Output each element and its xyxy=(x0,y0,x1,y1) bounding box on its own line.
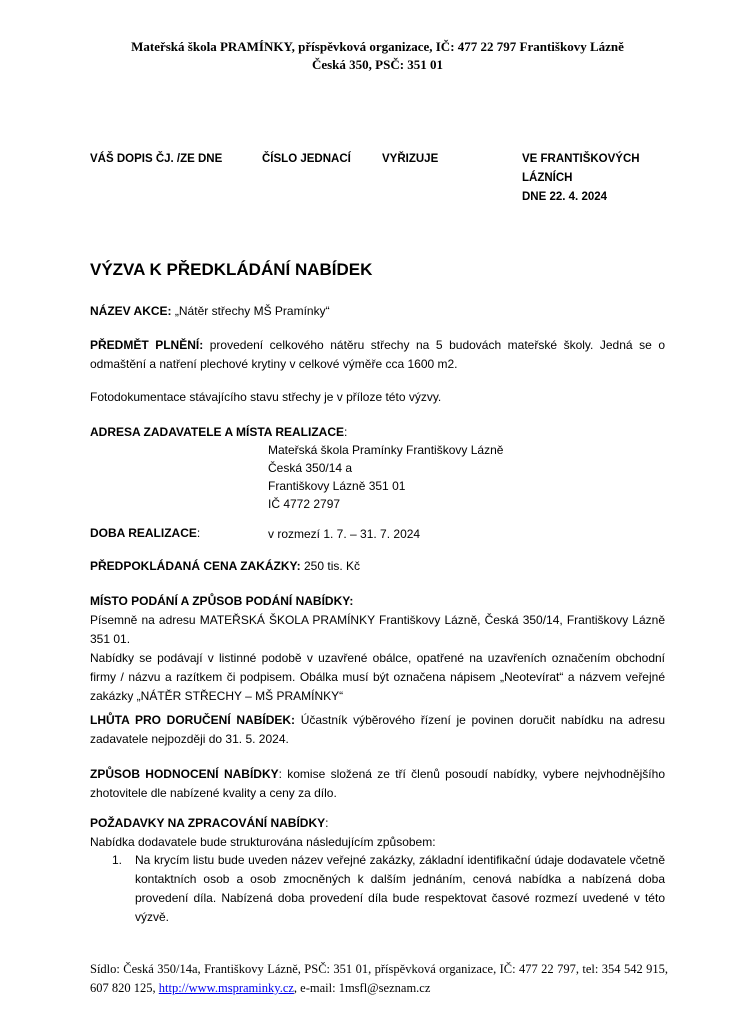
doba-label: DOBA REALIZACE xyxy=(90,526,197,540)
adresa-line: IČ 4772 2797 xyxy=(268,497,341,511)
nazev-akce-label: NÁZEV AKCE: xyxy=(90,304,172,318)
pozadavky-intro: Nabídka dodavatele bude strukturována následujícím způsobem: xyxy=(90,835,436,849)
predmet-label: PŘEDMĚT PLNĚNÍ: xyxy=(90,338,204,352)
misto-podani xyxy=(90,592,665,706)
nazev-akce xyxy=(90,302,665,321)
doba-colon: : xyxy=(196,526,201,540)
footer xyxy=(90,960,668,998)
nazev-akce-value: „Nátěr střechy MŠ Pramínky“ xyxy=(171,304,330,318)
ref-cislo-jednaci: ČÍSLO JEDNACÍ xyxy=(262,153,351,165)
predmet-value: provedení celkového nátěru střechy na 5 budovách mateřské školy. Jedná se o odmaštění a natření plechové krytiny v celkové výměře cca 1600 m2. xyxy=(90,338,665,371)
ref-place-line-1: VE FRANTIŠKOVÝCH xyxy=(522,153,640,165)
lhuta-label: LHŮTA PRO DORUČENÍ NABÍDEK: xyxy=(90,713,296,727)
zpusob-hodnoceni xyxy=(90,765,665,803)
website-link[interactable]: http://www.mspraminky.cz xyxy=(158,981,294,995)
adresa-lines xyxy=(268,441,503,513)
adresa-colon: : xyxy=(344,425,348,439)
predpokladana-cena xyxy=(90,557,665,576)
letterhead-line-1: Mateřská škola PRAMÍNKY, příspěvková organizace, IČ: 477 22 797 Františkovy Lázně xyxy=(131,39,624,54)
adresa-line: Františkovy Lázně 351 01 xyxy=(268,479,406,493)
page-title: VÝZVA K PŘEDKLÁDÁNÍ NABÍDEK xyxy=(90,260,373,279)
adresa-heading xyxy=(90,423,665,442)
misto-label: MÍSTO PODÁNÍ A ZPŮSOB PODÁNÍ NABÍDKY: xyxy=(90,594,354,608)
ref-date: DNE 22. 4. 2024 xyxy=(522,191,608,203)
cena-value: 250 tis. Kč xyxy=(300,559,361,573)
adresa-label: ADRESA ZADAVATELE A MÍSTA REALIZACE xyxy=(90,425,344,439)
misto-paragraph-1: Písemně na adresu MATEŘSKÁ ŠKOLA PRAMÍNKY Františkovy Lázně, Česká 350/14, Františkovy Lázně 351 01. xyxy=(90,613,665,646)
footer-email: , e-mail: 1msfl@seznam.cz xyxy=(293,981,431,995)
pozadavky-colon: : xyxy=(325,816,329,830)
adresa-line: Česká 350/14 a xyxy=(268,461,353,475)
letterhead xyxy=(0,38,755,74)
fotodokumentace: Fotodokumentace stávajícího stavu střechy je v příloze této výzvy. xyxy=(90,390,442,404)
letterhead-line-2: Česká 350, PSČ: 351 01 xyxy=(311,57,444,72)
ref-place-line-2: LÁZNÍCH xyxy=(522,172,573,184)
lhuta-doruceni xyxy=(90,711,665,749)
list-item-number: 1. xyxy=(112,853,123,867)
ref-vyrizuje: VYŘIZUJE xyxy=(382,153,439,165)
ref-place-date xyxy=(522,150,640,207)
predmet-plneni xyxy=(90,336,665,374)
lhuta-value: Účastník výběrového řízení je povinen doručit nabídku na adresu zadavatele nejpozději do 31. 5. 2024. xyxy=(90,713,665,746)
pozadavky-label: POŽADAVKY NA ZPRACOVÁNÍ NABÍDKY xyxy=(90,816,326,830)
zpusob-label: ZPŮSOB HODNOCENÍ NABÍDKY xyxy=(90,767,279,781)
zpusob-value: : komise složená ze tří členů posoudí nabídky, vybere nejvhodnějšího zhotovitele dle nabízené kvality a ceny za dílo. xyxy=(90,767,665,800)
cena-label: PŘEDPOKLÁDANÁ CENA ZAKÁZKY: xyxy=(90,559,301,573)
misto-paragraph-2: Nabídky se podávají v listinné podobě v uzavřené obálce, opatřené na uzavřeních označením obchodní firmy / názvu a razítkem či podpisem. Obálka musí být označena nápisem „Neotevírat“ a názvem veřejné zakázky „NÁTĚR STŘECHY – MŠ PRAMÍNKY“ xyxy=(90,651,665,703)
pozadavky-heading xyxy=(90,814,665,852)
ref-vas-dopis: VÁŠ DOPIS ČJ. /ZE DNE xyxy=(90,153,223,165)
footer-text: Sídlo: Česká 350/14a, Františkovy Lázně, PSČ: 351 01, příspěvková organizace, IČ: 477 22 797, tel: 354 542 915, 607 820 125, xyxy=(90,962,668,995)
doba-value: v rozmezí 1. 7. – 31. 7. 2024 xyxy=(268,527,421,541)
adresa-line: Mateřská škola Pramínky Františkovy Lázně xyxy=(268,443,504,457)
list-item-text: Na krycím listu bude uveden název veřejné zakázky, základní identifikační údaje dodavatele včetně kontaktních osob a osob zmocněných k dalším jednáním, cenová nabídka a nabízená doba provedení díla. Nabízená doba provedení díla bude respektovat časové rozmezí uvedené v této výzvě. xyxy=(135,853,665,924)
